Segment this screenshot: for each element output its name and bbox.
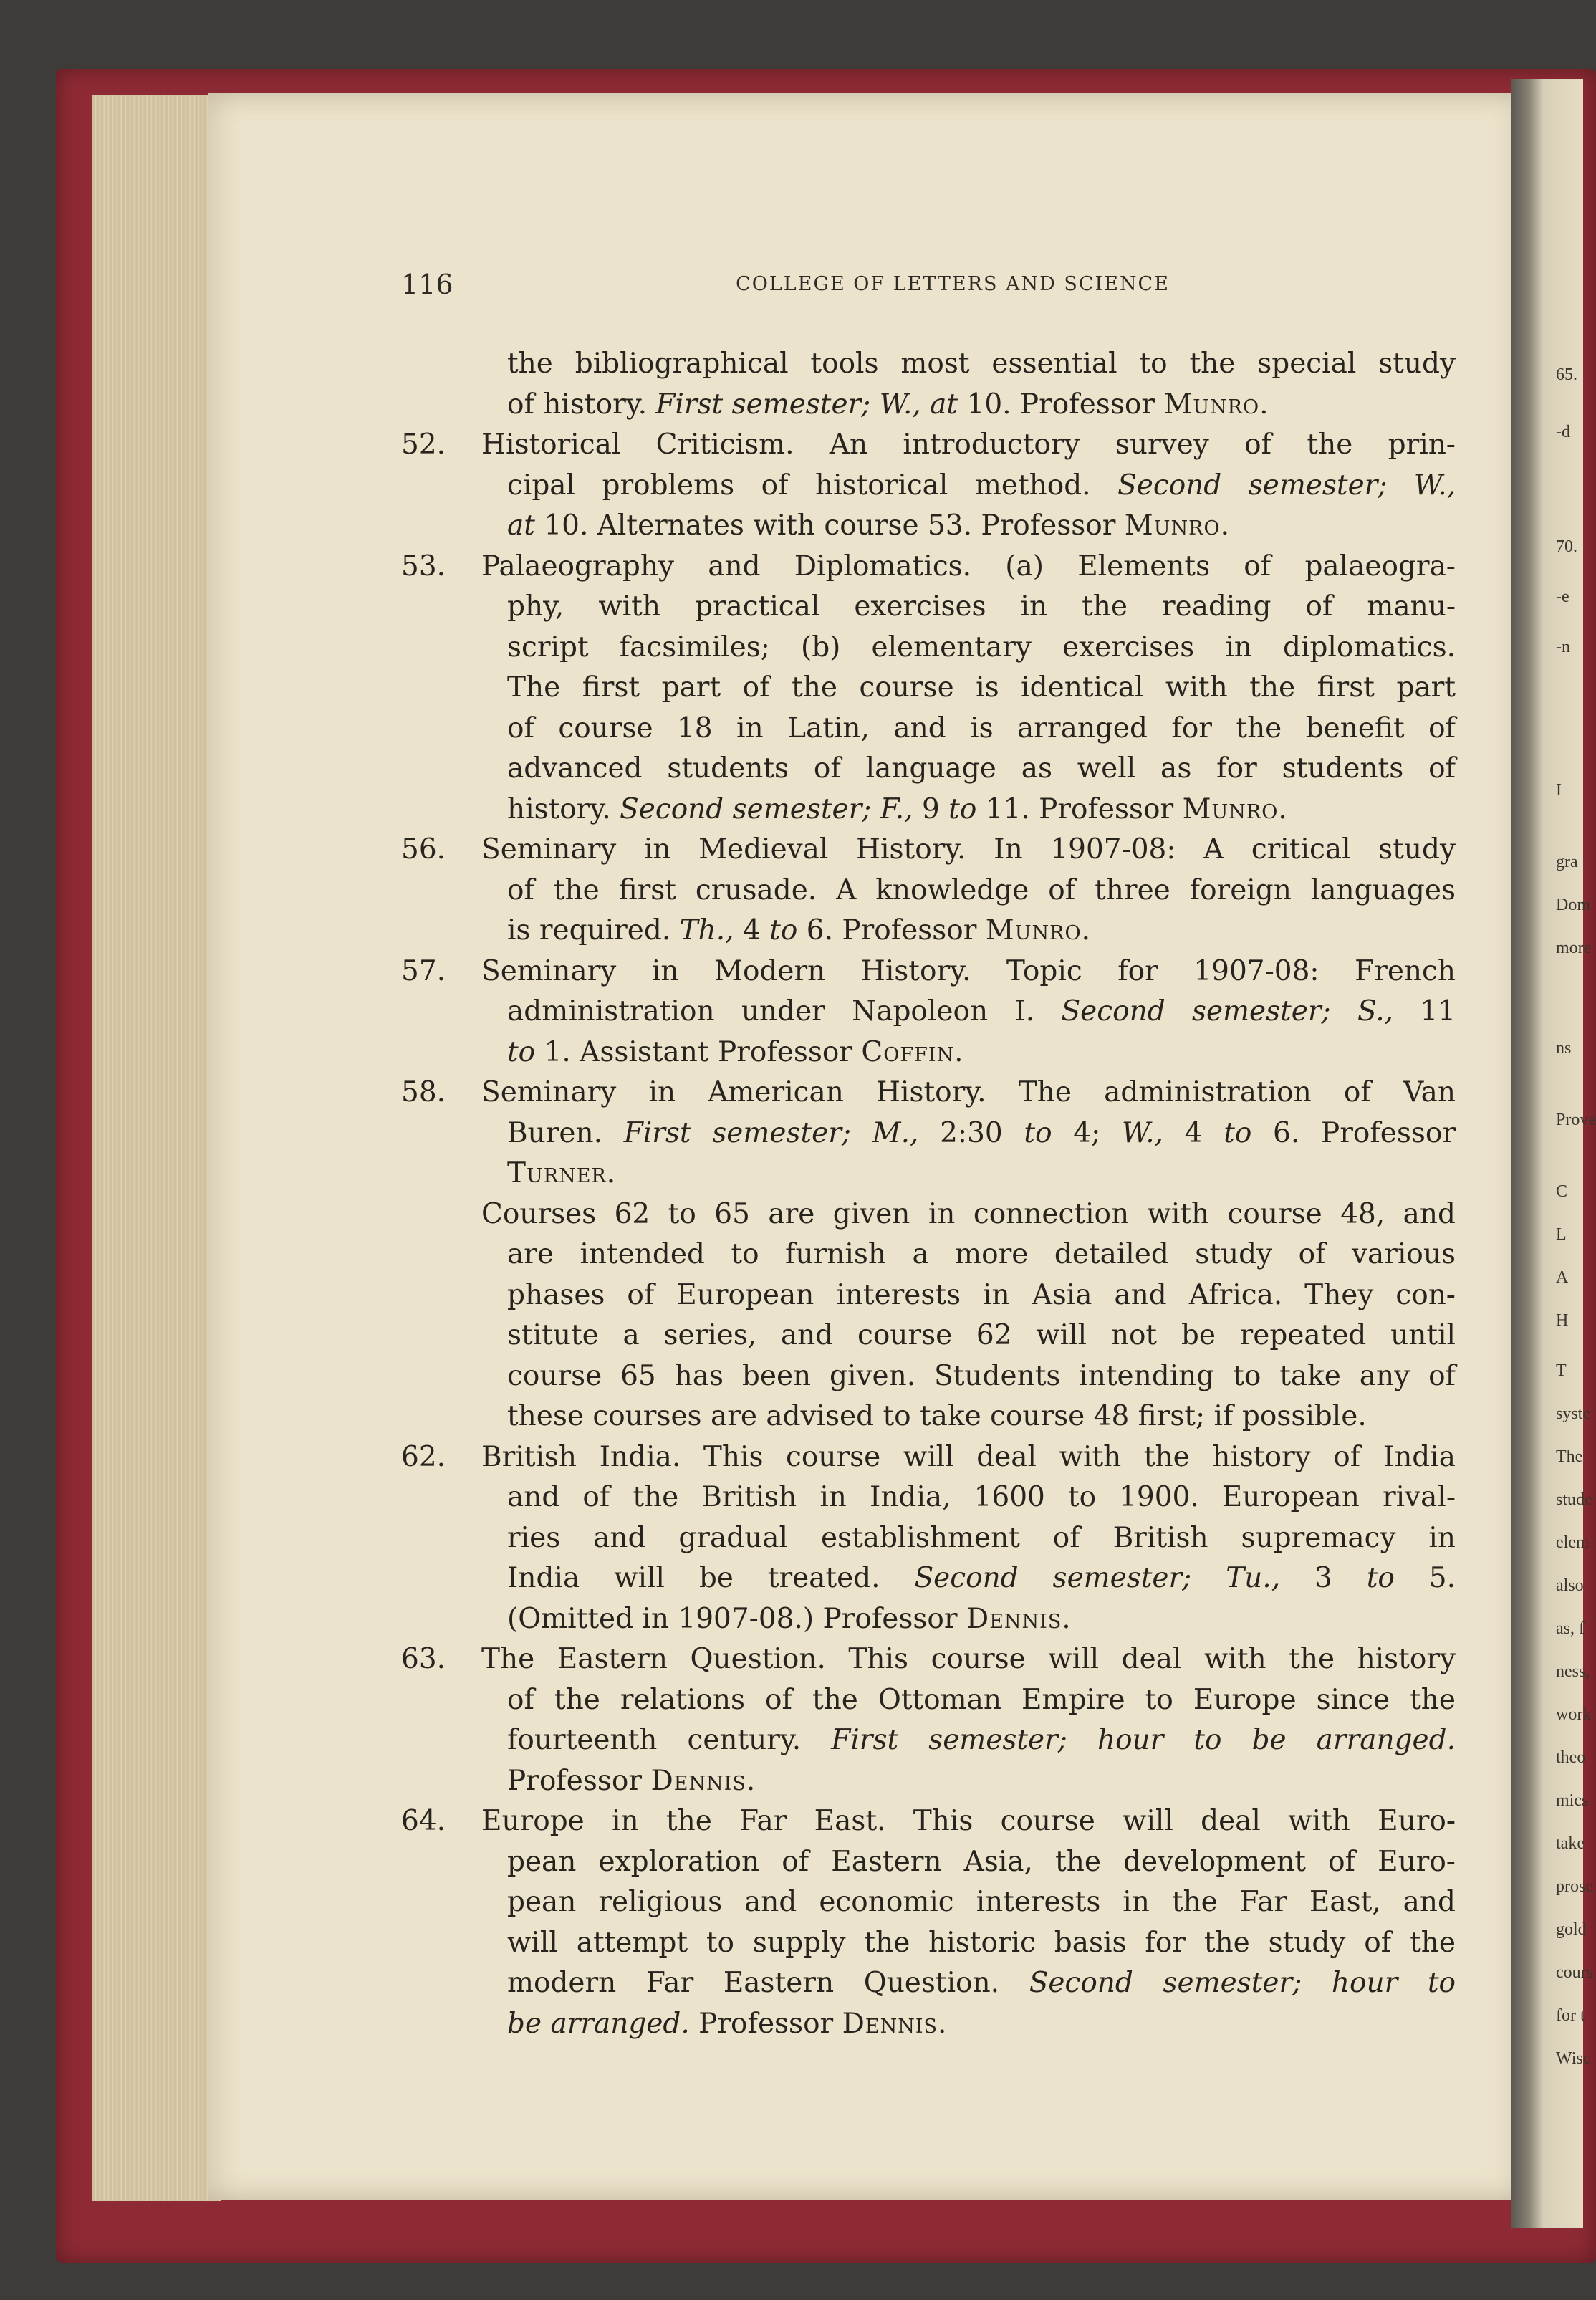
adjacent-page-text: I xyxy=(1556,781,1562,800)
adjacent-page-text: syste xyxy=(1556,1404,1590,1423)
text-line: modern Far Eastern Question. Second semester; hour to xyxy=(507,1967,1456,1999)
text-line: (Omitted in 1907-08.) Professor Dennis. xyxy=(507,1602,1072,1635)
adjacent-page-text: as, f xyxy=(1556,1619,1585,1638)
text-line: stitute a series, and course 62 will not be repeated until xyxy=(507,1319,1456,1351)
text-line: Palaeography and Diplomatics. (a) Elements of palaeogra- xyxy=(481,550,1456,583)
text-line: fourteenth century. First semester; hour to be arranged. xyxy=(507,1724,1456,1756)
adjacent-page-text: for t xyxy=(1556,2006,1585,2025)
text-line: pean religious and economic interests in the Far East, and xyxy=(507,1886,1456,1918)
course-entry xyxy=(401,1437,1456,1640)
italic-text: First semester; M., xyxy=(623,1116,919,1149)
course-number: 57. xyxy=(401,954,446,987)
page-body xyxy=(401,344,1456,2044)
adjacent-page-text: elem xyxy=(1556,1533,1590,1552)
running-head: COLLEGE OF LETTERS AND SCIENCE xyxy=(736,273,1170,295)
text-line: of course 18 in Latin, and is arranged for the benefit of xyxy=(507,711,1456,744)
italic-text: First semester; W., at xyxy=(655,388,958,421)
text-line: Courses 62 to 65 are given in connection with course 48, and xyxy=(481,1197,1456,1230)
text-line: history. Second semester; F., 9 to 11. Professor Munro. xyxy=(507,792,1288,825)
page-number: 116 xyxy=(401,269,453,300)
professor-name: Munro. xyxy=(1163,388,1269,421)
adjacent-page-text: stude xyxy=(1556,1490,1592,1509)
adjacent-page-text: Wisc xyxy=(1556,2049,1591,2068)
text-line: course 65 has been given. Students intending to take any of xyxy=(507,1359,1456,1392)
adjacent-page-text: 65. xyxy=(1556,365,1577,384)
text-line: is required. Th., 4 to 6. Professor Munro. xyxy=(507,914,1091,947)
italic-text: W., xyxy=(1121,1116,1163,1149)
course-entry xyxy=(401,1801,1456,2044)
text-line: of history. First semester; W., at 10. Professor Munro. xyxy=(507,388,1269,421)
note-paragraph xyxy=(401,1194,1456,1437)
text-line: be arranged. Professor Dennis. xyxy=(507,2007,948,2040)
adjacent-page-text: prose xyxy=(1556,1877,1593,1896)
course-number: 64. xyxy=(401,1805,446,1837)
italic-text: First semester; hour to be arranged. xyxy=(831,1724,1456,1756)
professor-name: Turner. xyxy=(507,1157,617,1189)
adjacent-page-text: take xyxy=(1556,1834,1585,1853)
italic-text: at xyxy=(507,509,535,542)
adjacent-page-text: H xyxy=(1556,1311,1569,1330)
text-line: administration under Napoleon I. Second semester; S., 11 xyxy=(507,995,1456,1027)
text-line: The first part of the course is identical with the first part xyxy=(507,671,1456,704)
adjacent-page-text: theo xyxy=(1556,1748,1586,1767)
text-line: Historical Criticism. An introductory survey of the prin- xyxy=(481,428,1456,461)
course-list-2 xyxy=(401,1437,1456,2045)
course-number: 62. xyxy=(401,1440,446,1473)
professor-name: Munro. xyxy=(1124,509,1230,542)
adjacent-page-text: also xyxy=(1556,1576,1584,1595)
text-line: ries and gradual establishment of British supremacy in xyxy=(507,1521,1456,1554)
text-line: Europe in the Far East. This course will deal with Euro- xyxy=(481,1805,1456,1837)
adjacent-page-text: T xyxy=(1556,1361,1567,1380)
adjacent-page-text: A xyxy=(1556,1268,1569,1287)
italic-text: Second semester; Tu., xyxy=(914,1562,1281,1594)
text-line: and of the British in India, 1600 to 1900. European rival- xyxy=(507,1481,1456,1513)
course-entry xyxy=(401,952,1456,1073)
text-line: script facsimiles; (b) elementary exercises in diplomatics. xyxy=(507,631,1456,663)
adjacent-page-text: ness, xyxy=(1556,1662,1590,1681)
italic-text: Second semester; F., xyxy=(620,792,913,825)
text-line: the bibliographical tools most essential to the special study xyxy=(507,348,1456,380)
professor-name: Dennis. xyxy=(650,1764,756,1797)
text-line: Buren. First semester; M., 2:30 to 4; W., 4 to 6. Professor xyxy=(507,1116,1456,1149)
italic-text: to xyxy=(948,792,977,825)
text-line: cipal problems of historical method. Second semester; W., xyxy=(507,469,1456,502)
text-line: of the relations of the Ottoman Empire to Europe since the xyxy=(507,1683,1456,1716)
text-line: will attempt to supply the historic basis for the study of the xyxy=(507,1926,1456,1959)
adjacent-page-text: 70. xyxy=(1556,537,1577,556)
adjacent-page-text: mics xyxy=(1556,1791,1589,1810)
adjacent-page-fragment xyxy=(1547,93,1596,2200)
adjacent-page-text: C xyxy=(1556,1182,1568,1201)
course-number: 56. xyxy=(401,833,446,866)
text-line xyxy=(507,1154,1456,1194)
text-line: are intended to furnish a more detailed study of various xyxy=(507,1238,1456,1270)
text-line: India will be treated. Second semester; Tu., 3 to 5. xyxy=(507,1562,1456,1594)
text-line: The Eastern Question. This course will deal with the history xyxy=(481,1643,1456,1675)
course-entry xyxy=(401,425,1456,547)
italic-text: to xyxy=(1024,1116,1052,1149)
professor-name: Dennis. xyxy=(966,1602,1072,1635)
text-line: Seminary in Medieval History. In 1907-08: A critical study xyxy=(481,833,1456,866)
course-entry xyxy=(401,547,1456,830)
adjacent-page-text: -n xyxy=(1556,638,1570,656)
course-number: 52. xyxy=(401,428,446,461)
adjacent-page-text: Dom xyxy=(1556,896,1590,914)
adjacent-page-text: The xyxy=(1556,1447,1583,1466)
course-entry xyxy=(401,1639,1456,1801)
adjacent-page-text: -d xyxy=(1556,423,1570,441)
adjacent-page-text: work xyxy=(1556,1705,1592,1724)
course-entry xyxy=(401,1073,1456,1194)
continued-paragraph xyxy=(401,344,1456,425)
adjacent-page-text: Prove xyxy=(1556,1111,1596,1129)
text-line: to 1. Assistant Professor Coffin. xyxy=(507,1035,964,1068)
text-line: at 10. Alternates with course 53. Professor Munro. xyxy=(507,509,1230,542)
text-line: phy, with practical exercises in the reading of manu- xyxy=(507,590,1456,623)
professor-name: Coffin. xyxy=(861,1035,964,1068)
adjacent-page-text: gra xyxy=(1556,853,1578,871)
course-number: 63. xyxy=(401,1643,446,1675)
adjacent-page-text: more xyxy=(1556,939,1592,957)
italic-text: Th., xyxy=(679,914,734,947)
text-line: advanced students of language as well as for students of xyxy=(507,752,1456,785)
text-line: Professor Dennis. xyxy=(507,1764,756,1797)
text-line: of the first crusade. A knowledge of three foreign languages xyxy=(507,873,1456,906)
professor-name: Munro. xyxy=(985,914,1091,947)
adjacent-page-text: gold xyxy=(1556,1920,1587,1939)
adjacent-page-text: -e xyxy=(1556,588,1569,606)
course-number: 53. xyxy=(401,550,446,583)
text-line: Seminary in American History. The administration of Van xyxy=(481,1076,1456,1108)
italic-text: to xyxy=(1366,1562,1395,1594)
italic-text: Second semester; hour to xyxy=(1029,1967,1456,1999)
italic-text: Second semester; W., xyxy=(1117,469,1456,502)
professor-name: Munro. xyxy=(1182,792,1288,825)
italic-text: Second semester; S., xyxy=(1061,995,1394,1027)
text-line: phases of European interests in Asia and Africa. They con- xyxy=(507,1278,1456,1311)
adjacent-page-text: cours xyxy=(1556,1963,1593,1982)
page-edges xyxy=(92,95,221,2201)
italic-text: to xyxy=(769,914,798,947)
course-entry xyxy=(401,830,1456,952)
page-header xyxy=(401,269,1454,309)
text-line: these courses are advised to take course 48 first; if possible. xyxy=(507,1400,1367,1432)
text-line: pean exploration of Eastern Asia, the development of Euro- xyxy=(507,1845,1456,1878)
text-line: Seminary in Modern History. Topic for 1907-08: French xyxy=(481,954,1456,987)
adjacent-page-text: ns xyxy=(1556,1039,1572,1058)
course-list xyxy=(401,425,1456,1194)
professor-name: Dennis. xyxy=(842,2007,948,2040)
italic-text: be arranged. xyxy=(507,2007,690,2040)
adjacent-page-text: L xyxy=(1556,1225,1567,1244)
text-line: British India. This course will deal with the history of India xyxy=(481,1440,1456,1473)
course-number: 58. xyxy=(401,1076,446,1108)
italic-text: to xyxy=(1224,1116,1252,1149)
italic-text: to xyxy=(507,1035,536,1068)
